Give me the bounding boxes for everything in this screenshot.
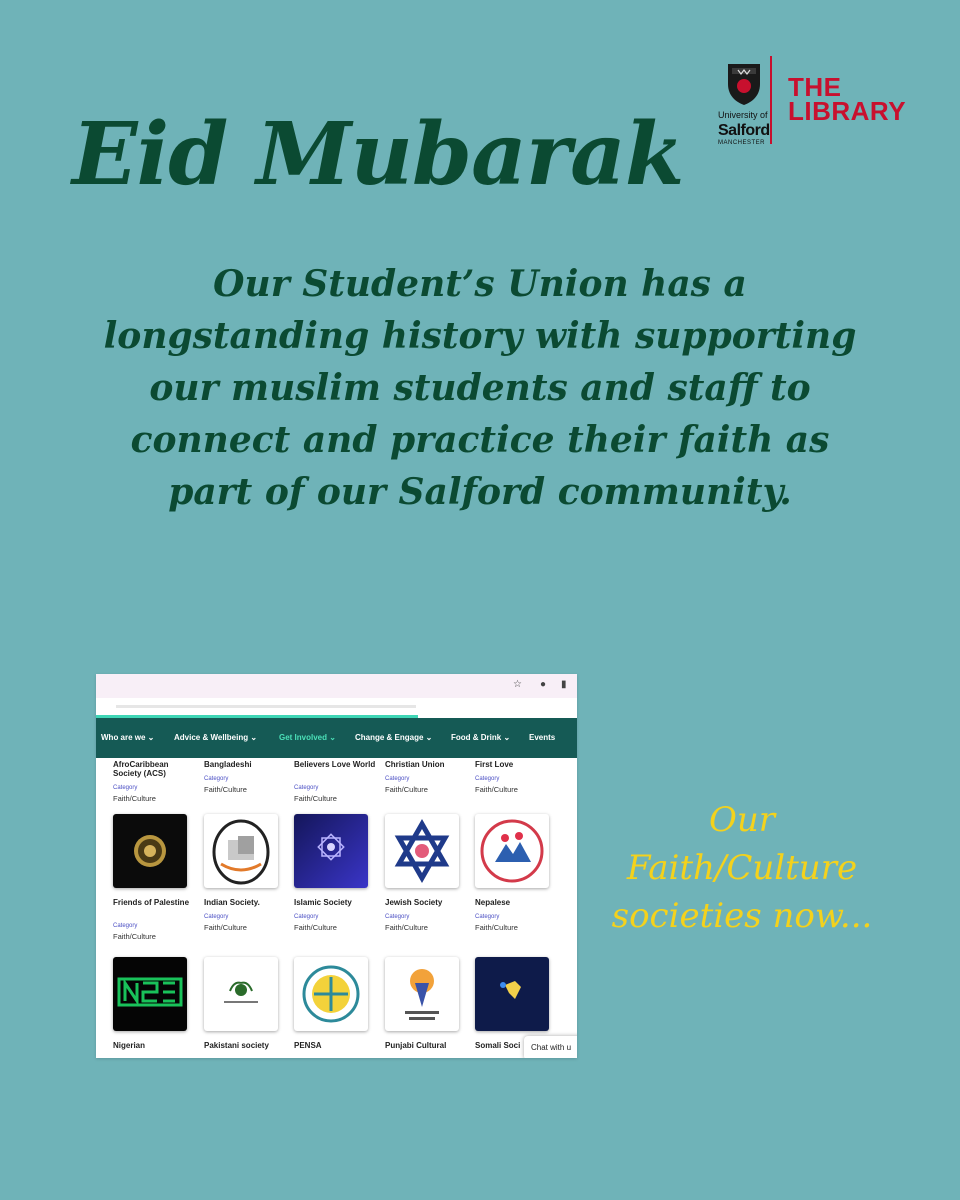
pakistani-society-emblem-icon [204, 957, 278, 1031]
nav-food-drink[interactable]: Food & Drink ⌄ [451, 733, 511, 742]
punjabi-cultural-logo-icon [385, 957, 459, 1031]
society-logo [204, 814, 278, 888]
manchester-text: MANCHESTER [718, 140, 766, 146]
library-the-text: THE [788, 72, 842, 102]
indian-society-badge-icon [204, 814, 278, 888]
extensions-icon[interactable]: ▮ [561, 679, 567, 690]
society-logo [385, 814, 459, 888]
library-name-text: LIBRARY [788, 96, 907, 126]
nigerian-society-logo-icon [113, 957, 187, 1031]
university-of-text: University of [718, 110, 768, 120]
society-logo [113, 957, 187, 1031]
society-logo [204, 957, 278, 1031]
salford-text: Salford [718, 122, 770, 139]
pensa-emblem-icon [294, 957, 368, 1031]
society-logo [294, 814, 368, 888]
islamic-star-icon [294, 814, 368, 888]
society-logo [475, 814, 549, 888]
society-logo [475, 957, 549, 1031]
societies-screenshot [96, 674, 577, 1058]
societies-grid: AfroCaribbean Society (ACS) Category Faith/Culture Bangladeshi Category Faith/Culture Believers Love World Category Faith/Culture Christian Union Category Faith/Culture First Love Category Faith/Culture Friends of Palestine Category Faith/Culture Indian Society. Category Faith/Culture Islamic Society Category Faith/Culture Jewish Society Category Faith/Culture Nepalese Category Faith/Culture Nigerian Pakistani society PENSA Punjabi Cultural Somali Soci [96, 758, 577, 1058]
intro-text: Our Student’s Union has a longstanding history with supporting our muslim students and staff to connect and practice their faith as part of our Salford community. [103, 263, 857, 513]
nav-change-engage[interactable]: Change & Engage ⌄ [355, 733, 433, 742]
faith-culture-caption: Our Faith/Culture societies now... [611, 800, 873, 936]
star-of-david-icon [385, 814, 459, 888]
main-nav [96, 718, 577, 758]
nav-get-involved[interactable]: Get Involved ⌄ [279, 733, 336, 742]
society-logo [385, 957, 459, 1031]
society-logo [113, 814, 187, 888]
logo-divider [770, 56, 772, 144]
society-logo [294, 957, 368, 1031]
nav-who-are-we[interactable]: Who are we ⌄ [101, 733, 155, 742]
palestine-emblem-icon [113, 814, 187, 888]
nepalese-society-badge-icon [475, 814, 549, 888]
nav-advice-wellbeing[interactable]: Advice & Wellbeing ⌄ [174, 733, 258, 742]
star-icon[interactable]: ☆ [513, 679, 522, 690]
university-library-logo [718, 56, 918, 146]
somali-society-emblem-icon [475, 957, 549, 1031]
browser-toolbar [96, 674, 577, 698]
chat-widget-button[interactable]: Chat with u [524, 1036, 577, 1058]
profile-icon[interactable]: ● [540, 679, 547, 690]
university-crest-icon [724, 62, 764, 106]
nav-events[interactable]: Events [529, 733, 556, 742]
address-blur [116, 705, 416, 708]
page-title: Eid Mubarak [72, 104, 684, 205]
